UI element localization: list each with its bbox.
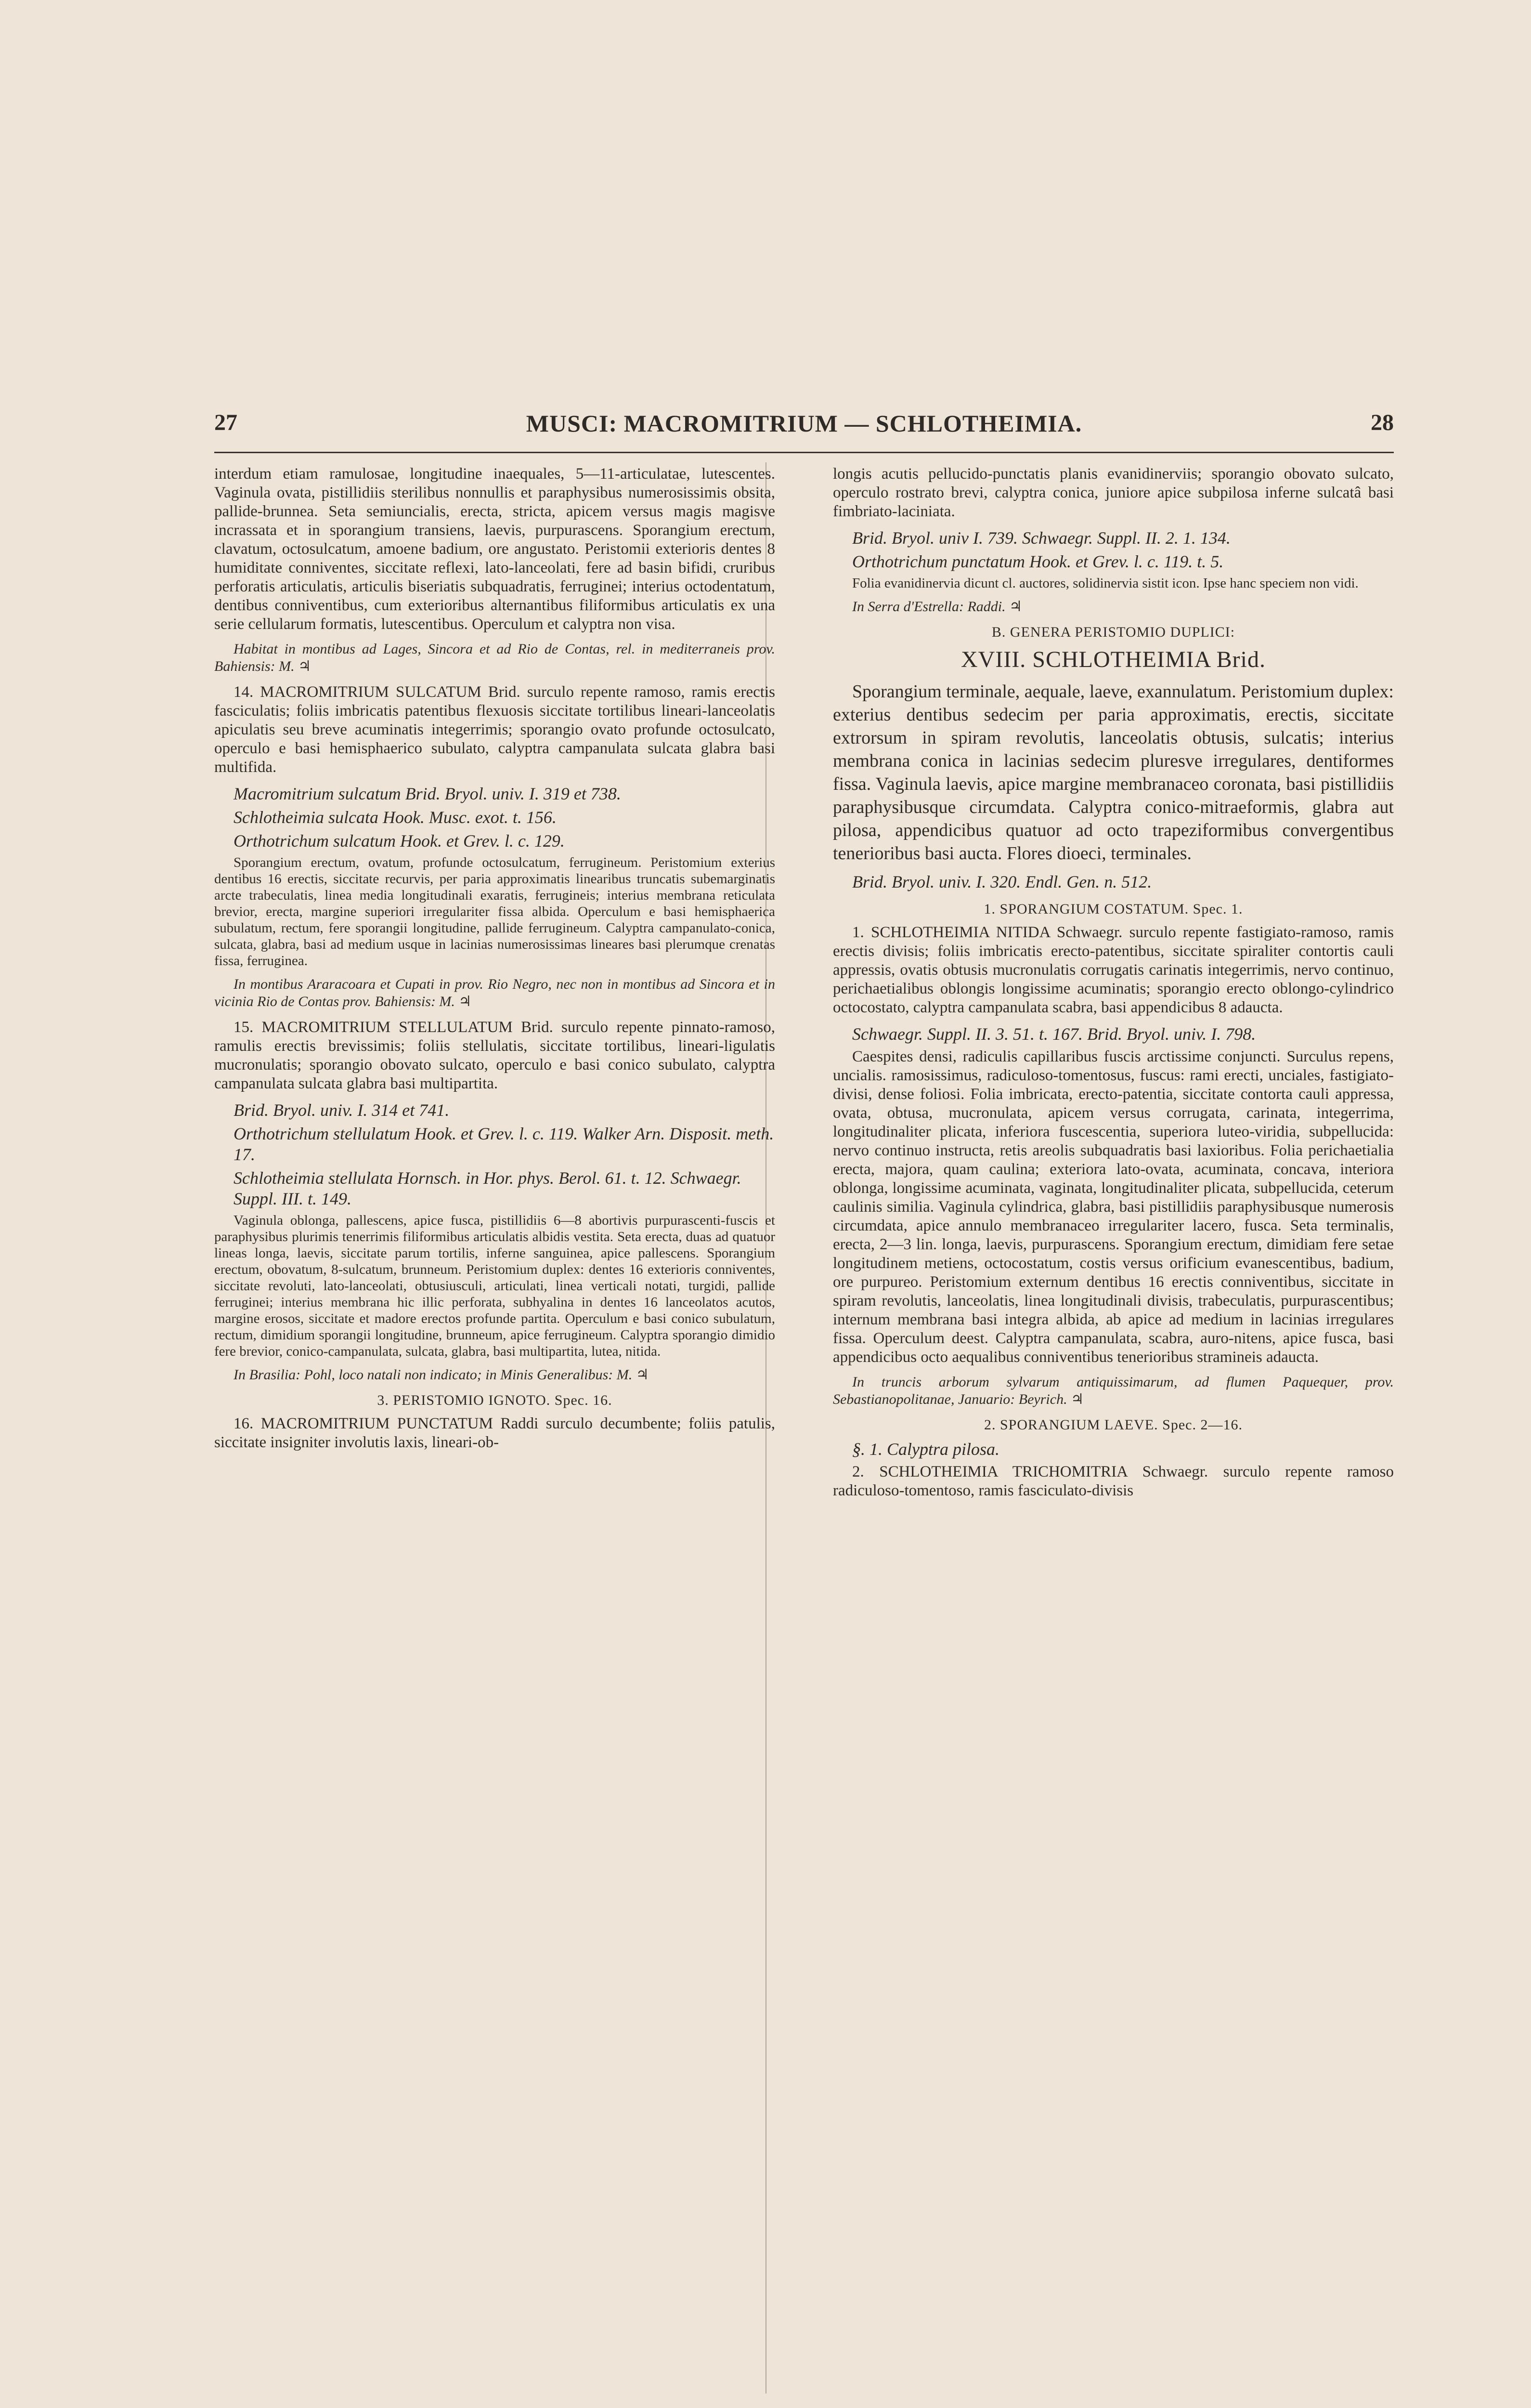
habitat: In truncis arborum sylvarum antiquissimarum, ad flumen Paquequer, prov. Sebastianopolitanae, Januario: Beyrich. ♃ — [833, 1374, 1394, 1407]
reference: Brid. Bryol. univ I. 739. Schwaegr. Suppl. II. 2. 1. 134. — [852, 528, 1231, 548]
description: Vaginula oblonga, pallescens, apice fusca, pistillidiis 6—8 abortivis purpurascenti-fuscis et paraphysibus plurimis tenerrimis filiformibus articulatis albidis vestita. Seta erecta, duas ad quatuor lineas longa, laevis, siccitate parum tortilis, inferne sanguinea, apice pallescens. Sporangium erectum, obovatum, 8-sulcatum, brunneum. Peristomium duplex: dentes 16 exterioris conniventes, siccitate revoluti, lato-lanceolati, obtusiusculi, articulati, linea verticali notati, turgidi, pallide ferruginei; interius membrana hic illic perforata, subhyalina in dentes 16 lanceolatos acutos, margine erosos, siccitate et madore erectos profunde partita. Operculum e basi conico subulatum, rectum, dimidium sporangii longitudine, brunneum, apice ferrugineum. Calyptra sporangio dimidio fere brevior, conico-campanulata, sulcata, glabra, basi multipartita, lutea, nitida. — [214, 1213, 775, 1359]
reference: Brid. Bryol. univ. I. 314 et 741. — [234, 1100, 450, 1120]
habitat: In montibus Araracoara et Cupati in prov. Rio Negro, nec non in montibus ad Sincora et in vicinia Rio de Contas prov. Bahiensis: M. ♃ — [214, 976, 775, 1009]
habitat: In Brasilia: Pohl, loco natali non indicato; in Minis Generalibus: M. ♃ — [234, 1367, 649, 1383]
header-rule — [214, 452, 1394, 453]
species-1: 1. SCHLOTHEIMIA NITIDA Schwaegr. surculo repente fastigiato-ramoso, ramis erectis divisis; foliis imbricatis erecto-patentibus, siccitate spiraliter contortis cauli appressis, ovatis obtusis mucronulatis corrugatis carinatis integerrimis, nervo continuo, perichaetialibus oblongis longissime acuminatis; sporangio erecto oblongo-cylindrico octocostato, calyptra campanulata scabra, basi appendicibus 8 adaucta. — [833, 924, 1394, 1016]
reference: Orthotrichum sulcatum Hook. et Grev. l. c. 129. — [234, 831, 565, 851]
section-heading: 1. SPORANGIUM COSTATUM. Spec. 1. — [984, 901, 1243, 917]
section-heading: 3. PERISTOMIO IGNOTO. Spec. 16. — [377, 1392, 612, 1408]
paragraph: longis acutis pellucido-punctatis planis evanidinerviis; sporangio obovato sulcato, operculo rostrato brevi, calyptra conica, juniore apice subpilosa inferne sulcatâ basi fimbriato-laciniata. — [833, 465, 1394, 520]
description: Caespites densi, radiculis capillaribus fuscis arctissime conjuncti. Surculus repens, uncialis. ramosissimus, radiculoso-tomentosus, fuscus: rami erecti, unciales, fastigiato-divisi, dense foliosi. Folia imbricata, erecto-patentia, siccitate contorta cauli appressa, ovata, obtusa, mucronulata, apicem versus corrugata, carinata, integerrima, longitudinaliter plicata, inferiora fuscescentia, superiora luteo-viridia, subpellucida: nervo continuo instructa, retis areolis subquadratis basi laxioribus. Folia perichaetialia erecta, majora, quam caulina; exteriora lato-ovata, acuminata, concava, interiora oblonga, longissime acuminata, vaginata, longitudinaliter plicata, subpellucida, ceterum caulinis similia. Vaginula cylindrica, glabra, basi pistillidiis paraphysibusque numerosis circumdata, apice annulo membranaceo irregulariter lacero, fusca. Seta terminalis, erecta, 2—3 lin. longa, laevis, purpurascens. Sporangium erectum, dimidiam fere setae longitudinem metiens, octocostatum, costis versus orificium evanescentibus, badium, ore purpureo. Peristomium externum dentibus 16 erectis conniventibus, siccitate in spiram revolutis, lanceolatis, linea longitudinali divisis, trabeculatis, purpurascentibus; internum membrana basi integra albida, ab apice ad medium in lacinias irregulares fissa. Operculum deest. Calyptra campanulata, scabra, auro-nitens, apice fusca, basi appendicibus octo aequalibus conniventibus tenerioribus stramineis adaucta. — [833, 1048, 1394, 1366]
paragraph: interdum etiam ramulosae, longitudine inaequales, 5—11-articulatae, lutescentes. Vaginula ovata, pistillidiis sterilibus nonnullis et paraphysibus numerosissimis obsita, pallide-brunnea. Seta semiuncialis, erecta, stricta, apicem versus magis magisve incrassata et in sporangium transiens, laevis, purpurascens. Sporangium erectum, clavatum, octosulcatum, amoene badium, ore angustato. Peristomii exterioris dentes 8 humiditate conniventes, siccitate reflexi, lato-lanceolati, fere ad basin bifidi, cruribus perforatis articulatis, articulis biseriatis subquadratis, ferruginei; interius octodentatum, dentibus conniventibus, cum exterioribus alternantibus filiformibus articulatis ex una serie cellularum formatis, lutescentibus. Operculum et calyptra non visa. — [214, 465, 775, 633]
species-14: 14. MACROMITRIUM SULCATUM Brid. surculo repente ramoso, ramis erectis fasciculatis; foliis imbricatis patentibus flexuosis siccitate tortilibus lineari-lanceolatis apiculatis seu breve acuminatis integerrimis; sporangio ovato profunde octosulcato, operculo e basi hemisphaerico subulato, calyptra campanulata sulcata glabra basi multifida. — [214, 683, 775, 776]
description: Sporangium erectum, ovatum, profunde octosulcatum, ferrugineum. Peristomium exterius dentibus 16 erectis, siccitate recurvis, per paria approximatis linearibus truncatis subemarginatis arcte trabeculatis, linea media longitudinali exaratis, ferrugineis; interius membrana reticulata brevior, erecta, margine superiori irregulariter fissa albida. Operculum e basi hemisphaerica subulatum, rectum, fere sporangii longitudine, pallide ferrugineum. Calyptra campanulato-conica, sulcata, glabra, basi ad medium usque in lacinias numerosissimas lineares basi plerumque crenatas fissa, ferruginea. — [214, 855, 775, 968]
right-column — [833, 465, 1394, 2408]
page-header — [214, 409, 1394, 443]
reference: Orthotrichum punctatum Hook. et Grev. l. c. 119. t. 5. — [852, 552, 1224, 571]
description: Folia evanidinervia dicunt cl. auctores, solidinervia sistit icon. Ipse hanc speciem non vidi. — [852, 576, 1359, 591]
subsection-heading: §. 1. Calyptra pilosa. — [852, 1440, 1000, 1459]
page-number-left: 27 — [214, 410, 237, 435]
reference: Macromitrium sulcatum Brid. Bryol. univ. I. 319 et 738. — [234, 784, 621, 803]
reference: Schwaegr. Suppl. II. 3. 51. t. 167. Brid. Bryol. univ. I. 798. — [852, 1024, 1256, 1044]
genus-title: XVIII. SCHLOTHEIMIA Brid. — [961, 647, 1266, 672]
species-15: 15. MACROMITRIUM STELLULATUM Brid. surculo repente pinnato-ramoso, ramulis erectis brevissimis; foliis stellulatis, siccitate tortilibus, lineari-ligulatis mucronulatis; sporangio obovato sulcato, operculo e basi conico subulato, calyptra campanulata sulcata glabra basi multipartita. — [214, 1019, 775, 1092]
page-number-right: 28 — [1371, 410, 1394, 435]
reference: Orthotrichum stellulatum Hook. et Grev. l. c. 119. Walker Arn. Disposit. meth. 17. — [234, 1124, 774, 1164]
running-title: MUSCI: MACROMITRIUM — SCHLOTHEIMIA. — [526, 410, 1082, 437]
reference: Schlotheimia sulcata Hook. Musc. exot. t. 156. — [234, 808, 557, 827]
reference: Schlotheimia stellulata Hornsch. in Hor. phys. Berol. 61. t. 12. Schwaegr. Suppl. III. t. 149. — [234, 1168, 741, 1208]
left-column — [214, 465, 775, 2408]
species-2: 2. SCHLOTHEIMIA TRICHOMITRIA Schwaegr. surculo repente ramoso radiculoso-tomentoso, ramis fasciculato-divisis — [833, 1463, 1394, 1499]
species-16: 16. MACROMITRIUM PUNCTATUM Raddi surculo decumbente; foliis patulis, siccitate insigniter involutis laxis, lineari-ob- — [214, 1415, 775, 1451]
habitat: In Serra d'Estrella: Raddi. ♃ — [852, 599, 1022, 615]
section-heading: 2. SPORANGIUM LAEVE. Spec. 2—16. — [984, 1417, 1243, 1433]
habitat: Habitat in montibus ad Lages, Sincora et ad Rio de Contas, rel. in mediterraneis prov. Bahiensis: M. ♃ — [214, 641, 775, 674]
reference: Brid. Bryol. univ. I. 320. Endl. Gen. n. 512. — [852, 872, 1152, 891]
section-heading: B. GENERA PERISTOMIO DUPLICI: — [991, 624, 1235, 640]
genus-description: Sporangium terminale, aequale, laeve, exannulatum. Peristomium duplex: exterius dentibus sedecim per paria approximatis, erectis, siccitate extrorsum in spiram revolutis, lanceolatis obtusis, sulcatis; interius membrana conica in lacinias sedecim pluresve irregulares, dentiformes fissa. Vaginula laevis, apice margine membranaceo coronata, basi pistillidiis paraphysibusque circumdata. Calyptra conico-mitraeformis, glabra aut pilosa, appendicibus quatuor ad octo trapeziformibus convergentibus tenerioribus basi aucta. Flores dioeci, terminales. — [833, 681, 1394, 864]
